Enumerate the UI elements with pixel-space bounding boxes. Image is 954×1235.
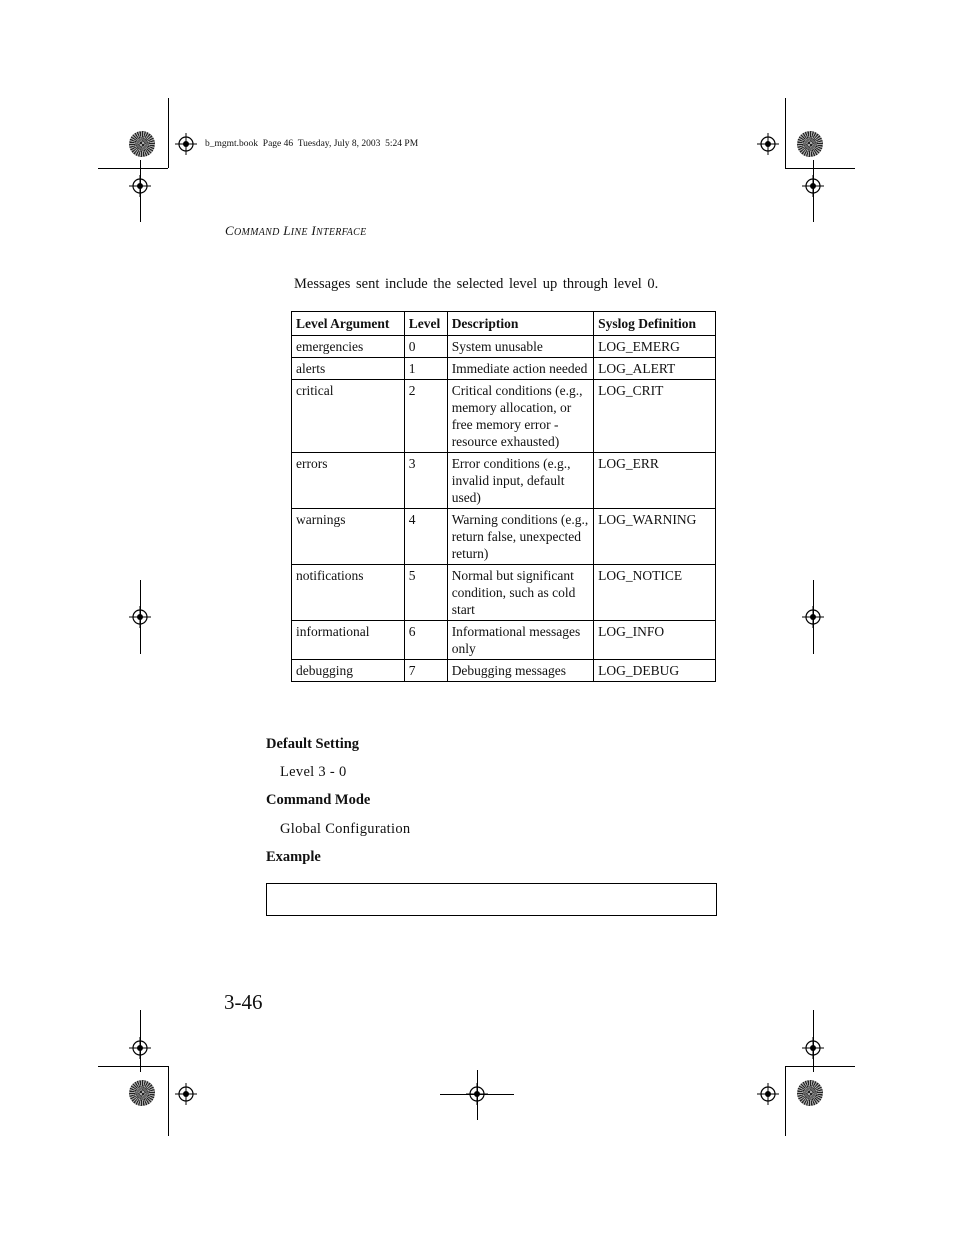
- example-code-box: [266, 883, 717, 916]
- table-cell: alerts: [292, 358, 405, 380]
- table-row: [292, 336, 716, 358]
- registration-target-icon: [757, 133, 779, 155]
- table-cell: 1: [404, 358, 447, 380]
- table-row: [292, 380, 716, 453]
- running-head: COMMAND LINE INTERFACE: [225, 223, 367, 238]
- table-cell: critical: [292, 380, 405, 453]
- table-cell: 6: [404, 621, 447, 660]
- table-cell: debugging: [292, 660, 405, 682]
- table-cell: LOG_ERR: [594, 453, 716, 509]
- registration-target-icon: [129, 606, 151, 628]
- table-cell: LOG_DEBUG: [594, 660, 716, 682]
- registration-target-icon: [802, 606, 824, 628]
- command-mode-heading: Command Mode: [266, 792, 371, 808]
- table-cell: Critical conditions (e.g., memory allocation, or free memory error - resource exhausted): [447, 380, 593, 453]
- registration-target-icon: [175, 1083, 197, 1105]
- table-cell: 7: [404, 660, 447, 682]
- table-cell: Immediate action needed: [447, 358, 593, 380]
- book-info-slug: b_mgmt.book Page 46 Tuesday, July 8, 2003 5:24 PM: [205, 139, 419, 149]
- table-cell: Debugging messages: [447, 660, 593, 682]
- table-cell: notifications: [292, 565, 405, 621]
- table-cell: LOG_INFO: [594, 621, 716, 660]
- command-mode-text: Global Configuration: [280, 821, 411, 837]
- table-cell: LOG_CRIT: [594, 380, 716, 453]
- registration-target-icon: [466, 1083, 488, 1105]
- table-cell: LOG_EMERG: [594, 336, 716, 358]
- color-calibration-disc-icon: [129, 131, 155, 157]
- table-row: [292, 509, 716, 565]
- table-header-row: [292, 312, 716, 336]
- table-cell: Error conditions (e.g., invalid input, default used): [447, 453, 593, 509]
- table-row: [292, 565, 716, 621]
- table-cell: 0: [404, 336, 447, 358]
- table-cell: emergencies: [292, 336, 405, 358]
- table-cell: Informational messages only: [447, 621, 593, 660]
- table-cell: LOG_ALERT: [594, 358, 716, 380]
- intro-paragraph: Messages sent include the selected level up through level 0.: [294, 276, 659, 292]
- table-cell: LOG_WARNING: [594, 509, 716, 565]
- registration-target-icon: [175, 133, 197, 155]
- table-cell: Normal but significant condition, such as cold start: [447, 565, 593, 621]
- table-cell: LOG_NOTICE: [594, 565, 716, 621]
- registration-target-icon: [129, 175, 151, 197]
- registration-target-icon: [802, 175, 824, 197]
- default-setting-heading: Default Setting: [266, 736, 360, 752]
- logging-levels-table: [291, 311, 716, 682]
- color-calibration-disc-icon: [797, 131, 823, 157]
- table-row: [292, 453, 716, 509]
- table-cell: 4: [404, 509, 447, 565]
- default-setting-text: Level 3 - 0: [280, 764, 347, 780]
- registration-target-icon: [802, 1037, 824, 1059]
- column-header: Level: [404, 312, 447, 336]
- page-number: 3-46: [224, 990, 263, 1014]
- registration-target-icon: [757, 1083, 779, 1105]
- table-cell: informational: [292, 621, 405, 660]
- table-cell: Warning conditions (e.g., return false, unexpected return): [447, 509, 593, 565]
- color-calibration-disc-icon: [797, 1080, 823, 1106]
- table-row: [292, 660, 716, 682]
- color-calibration-disc-icon: [129, 1080, 155, 1106]
- table-cell: System unusable: [447, 336, 593, 358]
- table-cell: warnings: [292, 509, 405, 565]
- table-cell: 5: [404, 565, 447, 621]
- column-header: Description: [447, 312, 593, 336]
- table-row: [292, 358, 716, 380]
- table-cell: errors: [292, 453, 405, 509]
- table-row: [292, 621, 716, 660]
- example-heading: Example: [266, 849, 321, 865]
- column-header: Level Argument: [292, 312, 405, 336]
- column-header: Syslog Definition: [594, 312, 716, 336]
- table-cell: 3: [404, 453, 447, 509]
- table-cell: 2: [404, 380, 447, 453]
- registration-target-icon: [129, 1037, 151, 1059]
